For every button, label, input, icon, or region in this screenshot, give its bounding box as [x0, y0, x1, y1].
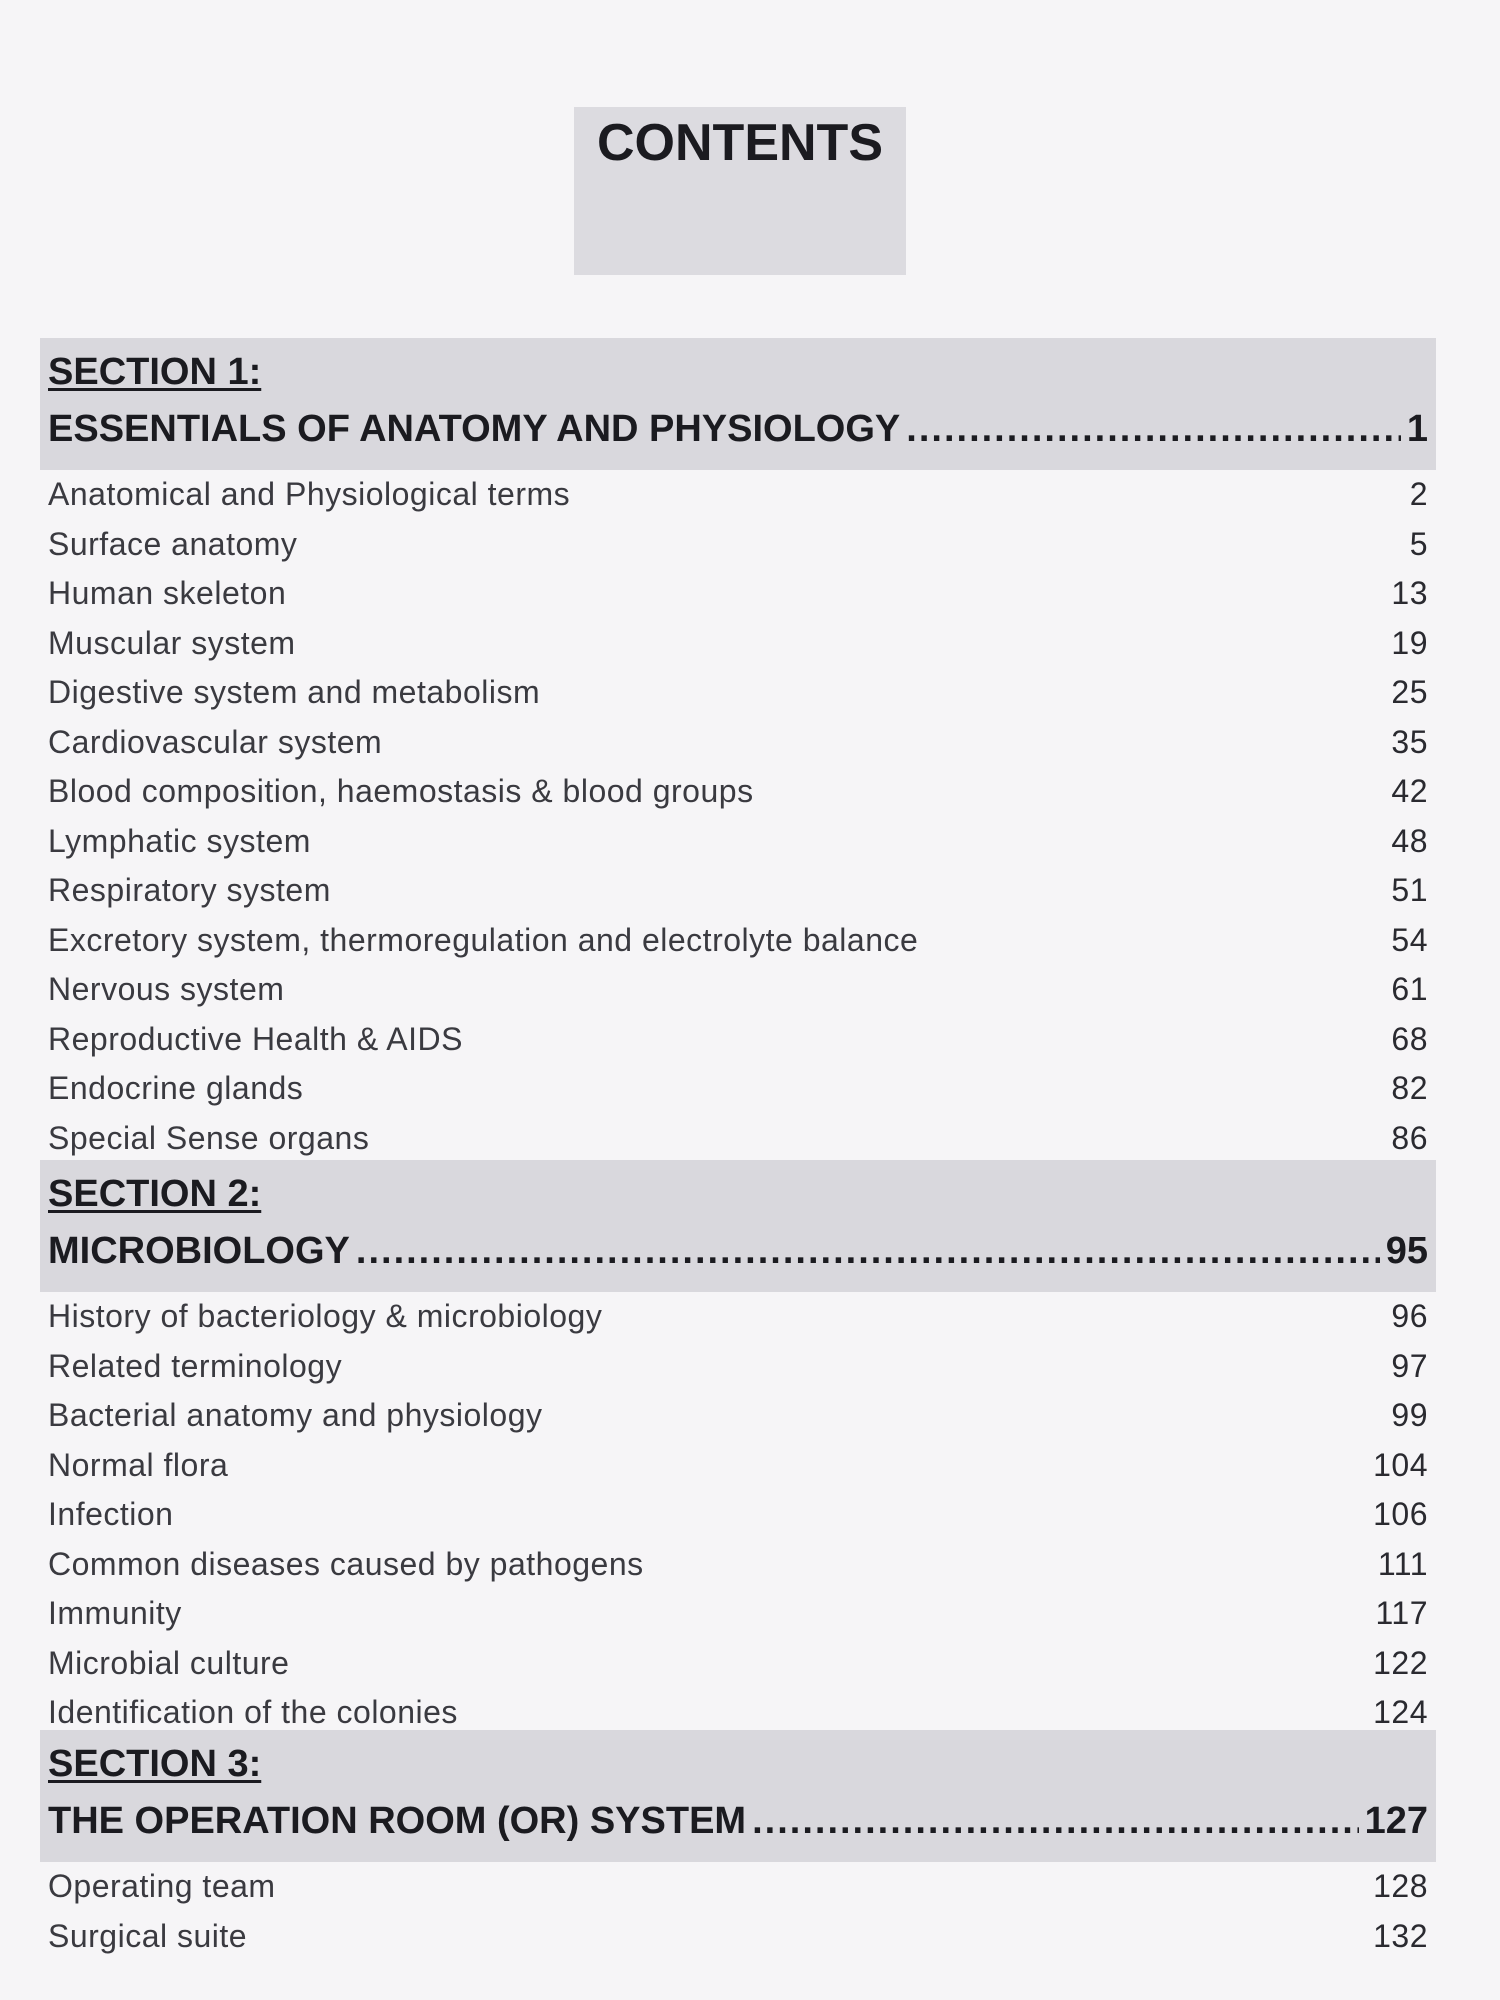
entry-title: Lymphatic system [48, 822, 311, 859]
entry-list [40, 1862, 1436, 1961]
entry-page-number: 96 [1391, 1298, 1428, 1334]
entry-page-number: 99 [1391, 1397, 1428, 1433]
entry-page-number: 19 [1391, 624, 1428, 661]
section-3 [40, 1730, 1436, 1961]
section-title: MICROBIOLOGY [48, 1230, 350, 1272]
entry-title: Normal flora [48, 1446, 229, 1483]
toc-entry[interactable] [48, 767, 1428, 817]
section-label: SECTION 1: [48, 351, 262, 393]
page-title: CONTENTS [597, 114, 883, 172]
entry-title: Reproductive Health & AIDS [48, 1020, 463, 1057]
section-title-row[interactable] [48, 1220, 1428, 1282]
dot-leader [356, 1220, 1380, 1282]
entry-title: Bacterial anatomy and physiology [48, 1397, 543, 1433]
entry-title: Identification of the colonies [48, 1694, 458, 1730]
entry-page-number: 48 [1391, 822, 1428, 859]
entry-title: Infection [48, 1496, 174, 1532]
entry-title: Blood composition, haemostasis & blood groups [48, 773, 754, 809]
section-title-row[interactable] [48, 1790, 1428, 1852]
section-header [40, 1730, 1436, 1862]
entry-page-number: 35 [1391, 723, 1428, 760]
toc-entry[interactable] [48, 1064, 1428, 1114]
toc-entry[interactable] [48, 1441, 1428, 1491]
entry-page-number: 82 [1391, 1070, 1428, 1106]
entry-page-number: 97 [1391, 1347, 1428, 1384]
entry-page-number: 61 [1391, 971, 1428, 1007]
toc-entry[interactable] [48, 619, 1428, 669]
toc-entry[interactable] [48, 668, 1428, 718]
toc-entry[interactable] [48, 470, 1428, 520]
dot-leader [906, 398, 1401, 460]
toc-entry[interactable] [48, 817, 1428, 867]
entry-title: Cardiovascular system [48, 723, 383, 760]
entry-page-number: 5 [1409, 525, 1428, 562]
entry-page-number: 86 [1391, 1119, 1428, 1156]
entry-list [40, 470, 1436, 1163]
entry-title: Anatomical and Physiological terms [48, 476, 571, 512]
entry-page-number: 117 [1375, 1595, 1428, 1631]
toc-entry[interactable] [48, 520, 1428, 570]
section-page-number: 1 [1406, 408, 1428, 450]
entry-title: Common diseases caused by pathogens [48, 1545, 644, 1582]
toc-entry[interactable] [48, 1540, 1428, 1590]
toc-entry[interactable] [48, 916, 1428, 966]
entry-page-number: 106 [1373, 1496, 1428, 1532]
section-2 [40, 1160, 1436, 1738]
entry-page-number: 132 [1373, 1917, 1428, 1954]
toc-entry[interactable] [48, 1114, 1428, 1164]
entry-title: Excretory system, thermoregulation and electrolyte balance [48, 921, 919, 958]
section-title-row[interactable] [48, 398, 1428, 460]
section-1 [40, 338, 1436, 1163]
entry-page-number: 122 [1373, 1644, 1428, 1681]
toc-entry[interactable] [48, 866, 1428, 916]
entry-list [40, 1292, 1436, 1738]
entry-title: Respiratory system [48, 872, 331, 908]
entry-title: Endocrine glands [48, 1070, 304, 1106]
entry-title: Microbial culture [48, 1644, 290, 1681]
entry-page-number: 128 [1373, 1868, 1428, 1904]
entry-title: History of bacteriology & microbiology [48, 1298, 603, 1334]
section-title: THE OPERATION ROOM (OR) SYSTEM [48, 1800, 747, 1842]
entry-page-number: 2 [1409, 476, 1428, 512]
section-header [40, 338, 1436, 470]
section-label: SECTION 3: [48, 1743, 262, 1785]
entry-page-number: 54 [1391, 921, 1428, 958]
toc-entry[interactable] [48, 1639, 1428, 1689]
section-label: SECTION 2: [48, 1173, 262, 1215]
section-header [40, 1160, 1436, 1292]
entry-page-number: 13 [1391, 575, 1428, 611]
entry-title: Immunity [48, 1595, 182, 1631]
contents-title-box [574, 107, 906, 275]
toc-entry[interactable] [48, 1912, 1428, 1962]
entry-title: Nervous system [48, 971, 285, 1007]
section-title: ESSENTIALS OF ANATOMY AND PHYSIOLOGY [48, 408, 901, 450]
section-page-number: 95 [1385, 1230, 1428, 1272]
entry-page-number: 111 [1377, 1545, 1428, 1582]
entry-page-number: 68 [1391, 1020, 1428, 1057]
toc-entry[interactable] [48, 1342, 1428, 1392]
entry-page-number: 42 [1391, 773, 1428, 809]
toc-entry[interactable] [48, 965, 1428, 1015]
dot-leader [752, 1790, 1359, 1852]
entry-title: Surface anatomy [48, 525, 298, 562]
entry-title: Human skeleton [48, 575, 287, 611]
entry-title: Related terminology [48, 1347, 343, 1384]
entry-title: Special Sense organs [48, 1119, 370, 1156]
toc-entry[interactable] [48, 1015, 1428, 1065]
section-page-number: 127 [1364, 1800, 1428, 1842]
entry-page-number: 51 [1391, 872, 1428, 908]
toc-entry[interactable] [48, 1490, 1428, 1540]
toc-entry[interactable] [48, 1589, 1428, 1639]
entry-page-number: 104 [1373, 1446, 1428, 1483]
entry-page-number: 124 [1373, 1694, 1428, 1730]
entry-page-number: 25 [1391, 674, 1428, 710]
toc-entry[interactable] [48, 1862, 1428, 1912]
toc-entry[interactable] [48, 718, 1428, 768]
toc-entry[interactable] [48, 1391, 1428, 1441]
toc-entry[interactable] [48, 569, 1428, 619]
entry-title: Surgical suite [48, 1917, 248, 1954]
entry-title: Digestive system and metabolism [48, 674, 541, 710]
entry-title: Operating team [48, 1868, 276, 1904]
entry-title: Muscular system [48, 624, 296, 661]
toc-entry[interactable] [48, 1292, 1428, 1342]
